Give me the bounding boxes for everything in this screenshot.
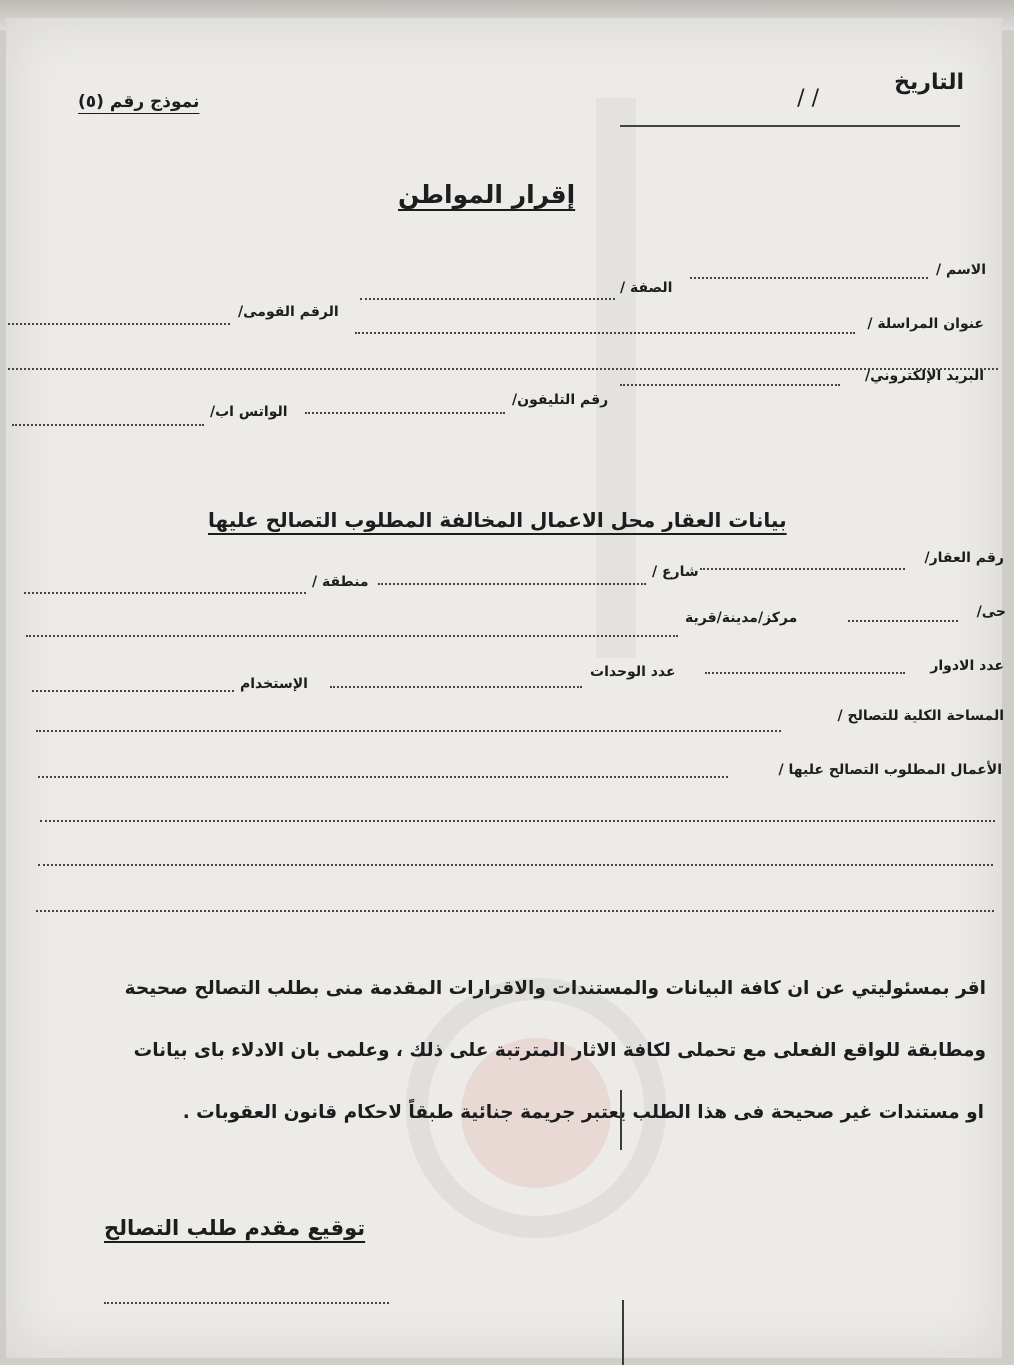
street-field[interactable] bbox=[378, 583, 646, 585]
form-page bbox=[6, 18, 1002, 1358]
units-field[interactable] bbox=[330, 686, 582, 688]
total-area-label: المساحة الكلية للتصالح / bbox=[837, 708, 1004, 724]
total-area-field[interactable] bbox=[36, 730, 781, 732]
works-field-line4[interactable] bbox=[36, 910, 994, 912]
paper-edge-line bbox=[622, 1300, 624, 1365]
area-field[interactable] bbox=[24, 592, 306, 594]
pen-mark bbox=[620, 1090, 622, 1150]
capacity-label: الصفة / bbox=[620, 280, 673, 296]
form-number: نموذج رقم (٥) bbox=[78, 92, 200, 112]
email-label: البريد الإلكتروني/ bbox=[865, 368, 984, 384]
whatsapp-label: الواتس اب/ bbox=[210, 404, 288, 420]
phone-field[interactable] bbox=[305, 412, 505, 414]
works-field[interactable] bbox=[38, 776, 728, 778]
district-label: حى/ bbox=[976, 604, 1006, 620]
phone-label: رقم التليفون/ bbox=[512, 392, 609, 408]
usage-field[interactable] bbox=[32, 690, 234, 692]
property-no-field[interactable] bbox=[700, 568, 905, 570]
address-field-line2[interactable] bbox=[8, 368, 998, 370]
national-id-field[interactable] bbox=[8, 323, 230, 325]
works-field-line3[interactable] bbox=[38, 864, 993, 866]
address-field[interactable] bbox=[355, 332, 855, 334]
address-label: عنوان المراسلة / bbox=[867, 316, 984, 332]
property-section-title: بيانات العقار محل الاعمال المخالفة المطلوب التصالح عليها bbox=[208, 508, 787, 532]
whatsapp-field[interactable] bbox=[12, 424, 204, 426]
date-underline bbox=[620, 125, 960, 127]
national-id-label: الرقم القومى/ bbox=[238, 304, 339, 320]
property-no-label: رقم العقار/ bbox=[924, 550, 1004, 566]
center-field[interactable] bbox=[26, 635, 678, 637]
usage-label: الإستخدام bbox=[240, 676, 308, 692]
center-label: مركز/مدينة/قرية bbox=[685, 610, 798, 626]
declaration-line-1: اقر بمسئوليتي عن ان كافة البيانات والمستندات والاقرارات المقدمة منى بطلب التصالح صحيحة bbox=[124, 978, 986, 999]
declaration-line-3: او مستندات غير صحيحة فى هذا الطلب يعتبر جريمة جنائية طبقاً لاحكام قانون العقوبات . bbox=[182, 1102, 984, 1123]
signature-field[interactable] bbox=[104, 1302, 389, 1304]
email-field[interactable] bbox=[620, 384, 840, 386]
declaration-line-2: ومطابقة للواقع الفعلى مع تحملى لكافة الاثار المترتبة على ذلك ، وعلمى بان الادلاء باى بيانات bbox=[133, 1040, 986, 1061]
name-label: الاسم / bbox=[936, 262, 986, 278]
page-title: إقرار المواطن bbox=[398, 180, 576, 209]
floors-label: عدد الادوار bbox=[930, 658, 1004, 674]
date-slashes: / / bbox=[797, 86, 819, 111]
units-label: عدد الوحدات bbox=[590, 664, 676, 680]
signature-label: توقيع مقدم طلب التصالح bbox=[104, 1216, 366, 1240]
floors-field[interactable] bbox=[705, 672, 905, 674]
date-label: التاريخ bbox=[894, 70, 964, 95]
works-field-line2[interactable] bbox=[40, 820, 995, 822]
works-label: الأعمال المطلوب التصالح عليها / bbox=[778, 762, 1002, 778]
area-label: منطقة / bbox=[312, 574, 369, 590]
capacity-field[interactable] bbox=[360, 298, 615, 300]
street-label: شارع / bbox=[652, 564, 699, 580]
district-field[interactable] bbox=[848, 620, 958, 622]
name-field[interactable] bbox=[690, 277, 928, 279]
watermark-bar bbox=[596, 98, 636, 658]
